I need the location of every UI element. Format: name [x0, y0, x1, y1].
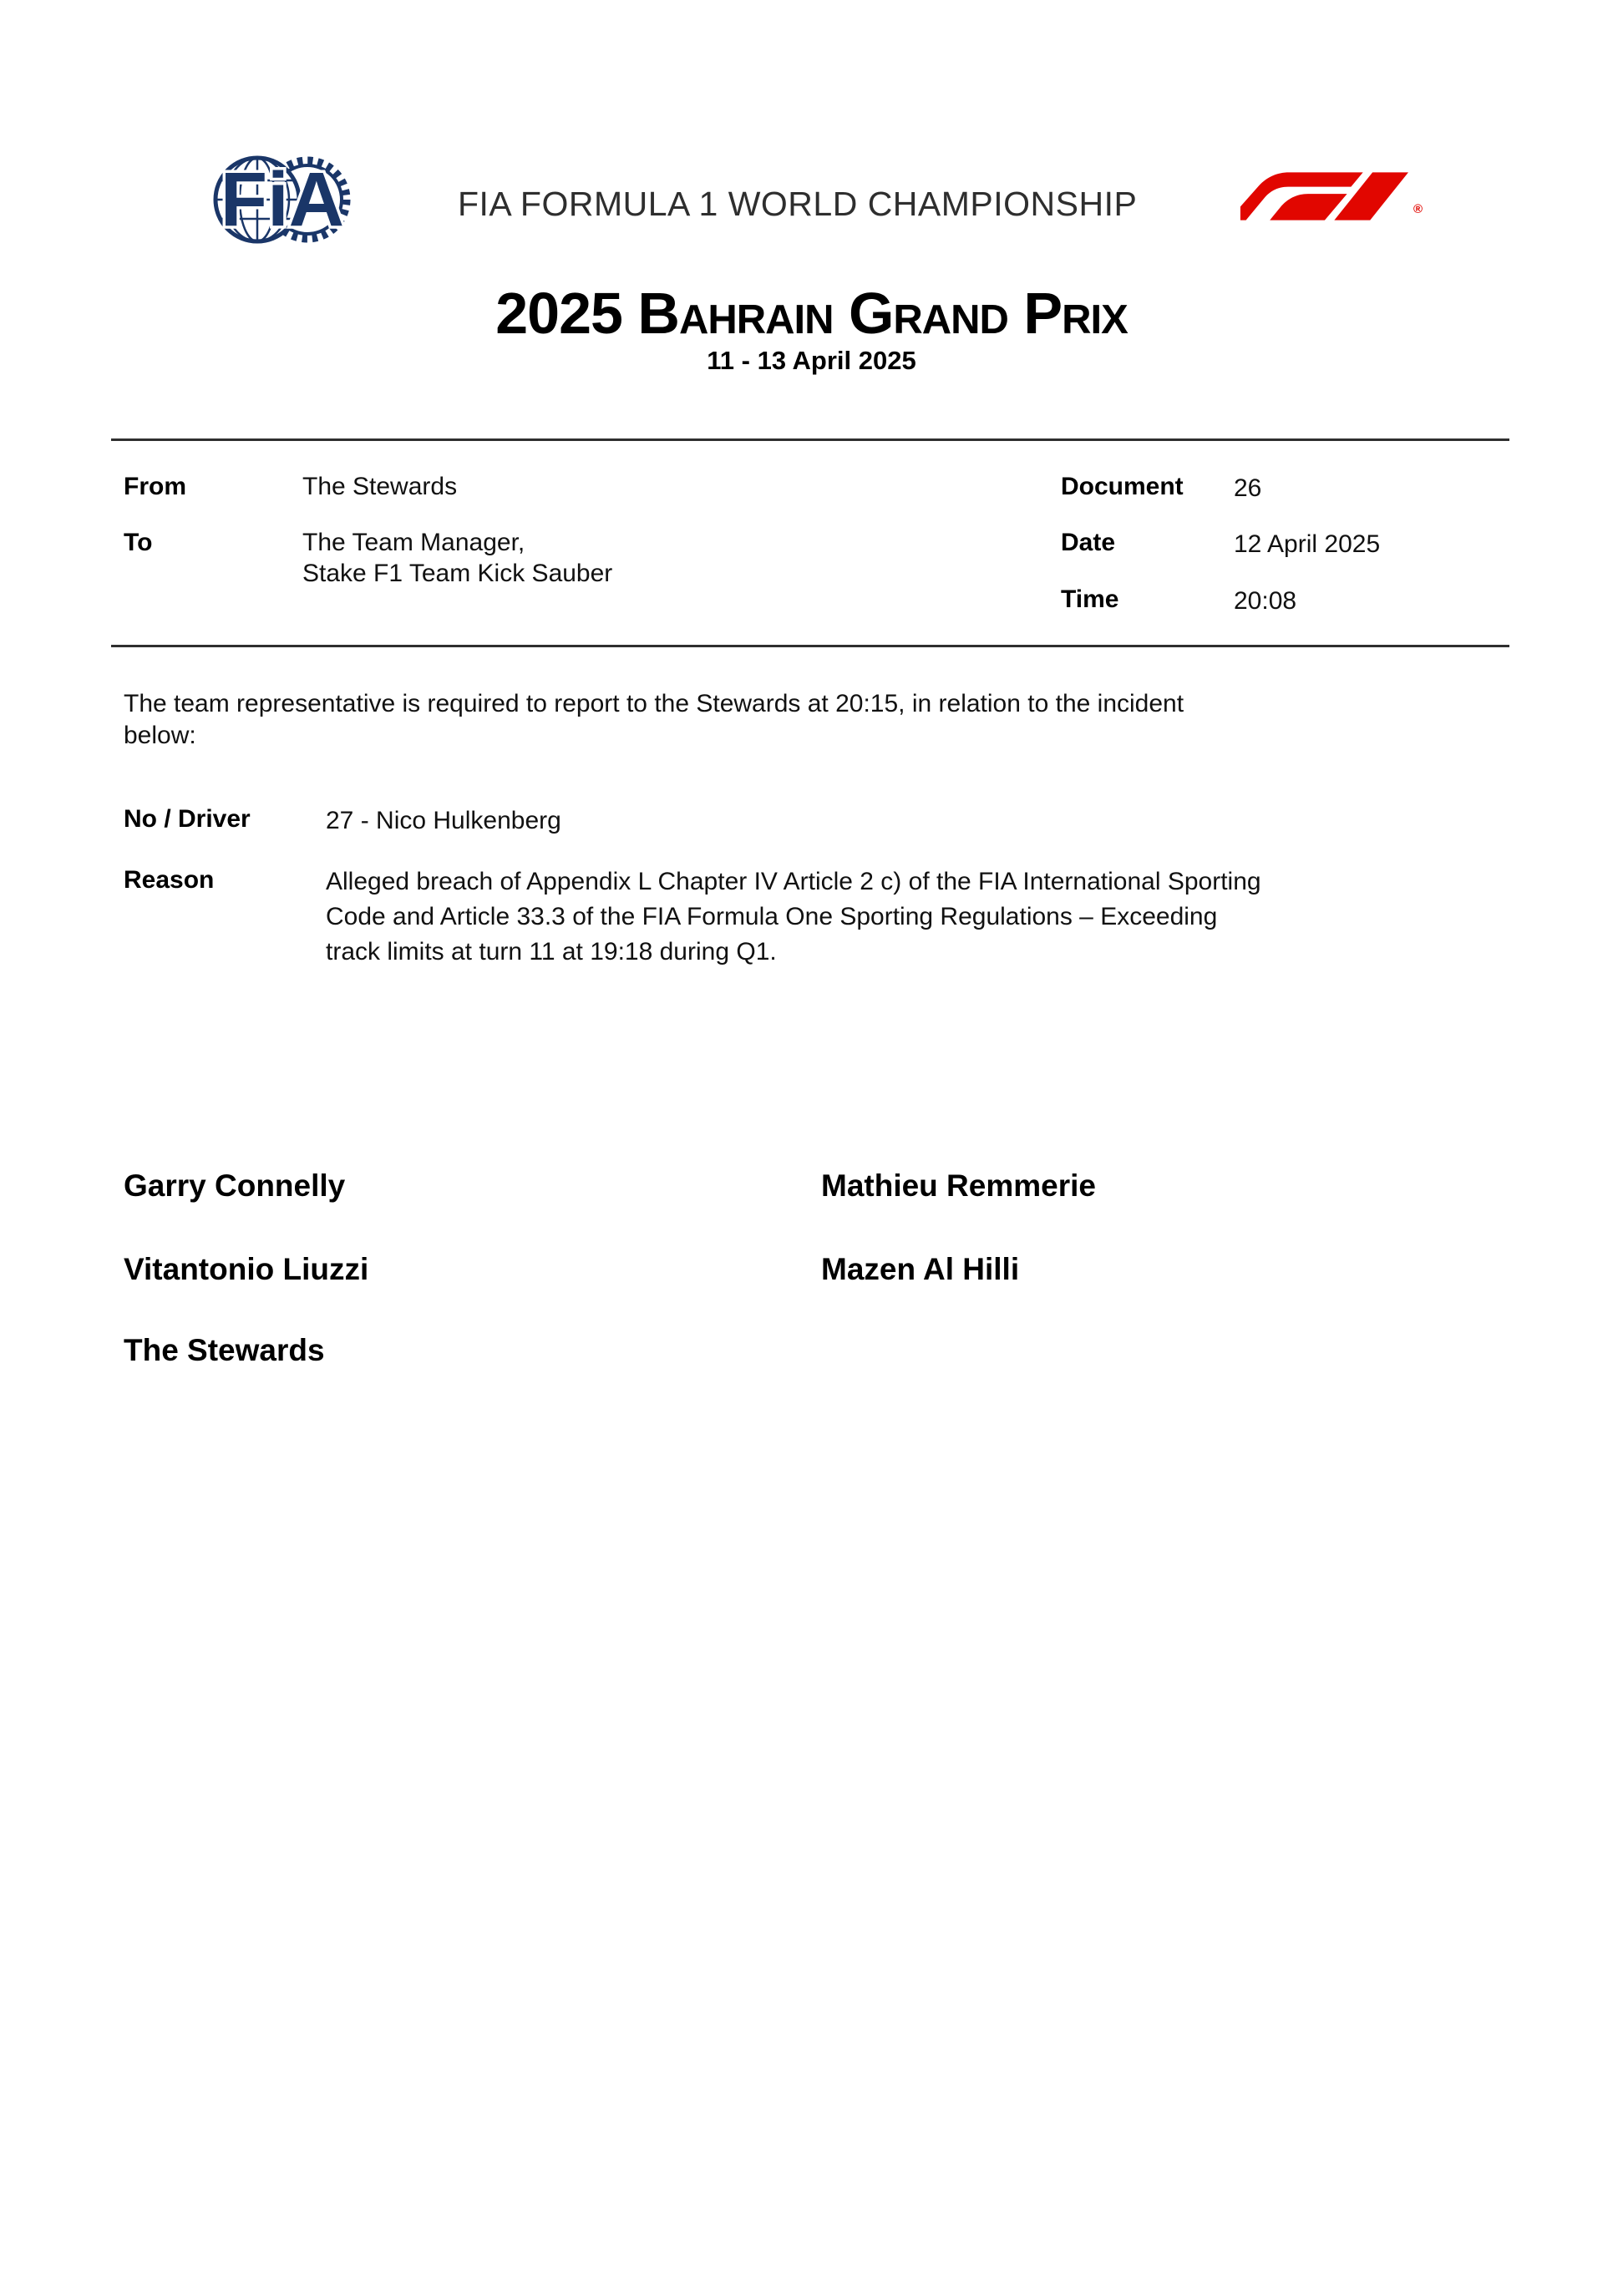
reason-value	[326, 864, 1261, 970]
reason-label: Reason	[124, 866, 215, 894]
no-driver-value: 27 - Nico Hulkenberg	[326, 807, 561, 834]
reason-line-1: Alleged breach of Appendix L Chapter IV Article 2 c) of the FIA International Sporting	[326, 868, 1261, 895]
signature-steward-3: Vitantonio Liuzzi	[124, 1252, 369, 1286]
reason-line-2: Code and Article 33.3 of the FIA Formula One Sporting Regulations – Exceeding	[326, 903, 1218, 930]
from-label: From	[124, 473, 186, 500]
intro-line-1: The team representative is required to report to the Stewards at 20:15, in relation to the incident	[124, 690, 1184, 717]
to-value-line-2: Stake F1 Team Kick Sauber	[302, 560, 613, 587]
to-label: To	[124, 529, 153, 556]
divider-bottom	[111, 645, 1509, 647]
divider-top	[111, 438, 1509, 441]
signature-steward-2: Mathieu Remmerie	[821, 1168, 1096, 1203]
signature-steward-1: Garry Connelly	[124, 1168, 346, 1203]
f1-logo-icon	[1240, 172, 1408, 220]
reason-line-3: track limits at turn 11 at 19:18 during Q1.	[326, 938, 777, 966]
from-value: The Stewards	[302, 473, 458, 500]
championship-heading: FIA FORMULA 1 WORLD CHAMPIONSHIP	[458, 185, 1138, 223]
time-value: 20:08	[1234, 587, 1297, 615]
to-value	[302, 527, 612, 589]
to-value-line-1: The Team Manager,	[302, 529, 525, 556]
intro-line-2: below:	[124, 722, 196, 749]
document-value: 26	[1234, 474, 1262, 502]
signature-steward-4: Mazen Al Hilli	[821, 1252, 1020, 1286]
document-label: Document	[1061, 473, 1184, 500]
fia-logo-icon	[213, 152, 351, 247]
date-value: 12 April 2025	[1234, 530, 1381, 558]
time-label: Time	[1061, 585, 1119, 613]
signature-footer: The Stewards	[124, 1333, 325, 1367]
event-title: 2025 Bahrain Grand Prix	[495, 281, 1128, 346]
no-driver-label: No / Driver	[124, 805, 251, 833]
f1-registered-mark: ®	[1413, 202, 1423, 216]
event-dates: 11 - 13 April 2025	[707, 346, 916, 375]
intro-paragraph	[124, 688, 1184, 752]
fia-logo-letters: FiA	[220, 157, 345, 242]
date-label: Date	[1061, 529, 1116, 556]
